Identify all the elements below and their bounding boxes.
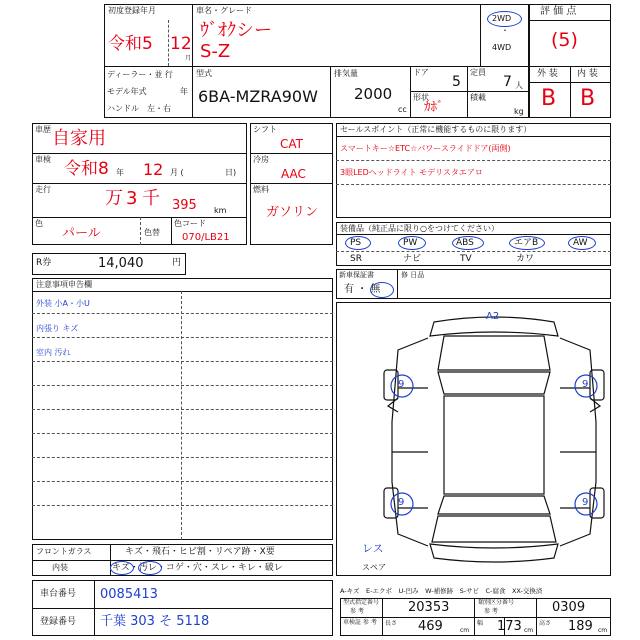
displacement: 2000 (354, 85, 393, 103)
plate-label: 登録番号 (40, 617, 77, 627)
glass-text: キズ・飛石・ヒビ割・リペア跡・X要 (125, 547, 275, 557)
note-line-1: 外装 小A・小U (36, 299, 90, 308)
displacement-label: 排気量 (334, 69, 358, 78)
color-code-label: 色コード (174, 219, 206, 228)
inspection-label: 車検 (35, 155, 51, 164)
dealer-label: ディーラー・並 行 (107, 70, 173, 79)
chassis-value: 0085413 (100, 587, 158, 602)
spec-v2: 0309 (552, 600, 586, 615)
color-label: 色 (35, 219, 43, 228)
equip-tv: TV (460, 254, 472, 264)
model-year-unit: 年 (180, 87, 188, 96)
mileage-rest: 395 (172, 198, 197, 213)
grade: S-Z (200, 41, 231, 62)
spec-v3-unit: cm (460, 627, 470, 634)
equip-airbag: エアB (514, 238, 539, 248)
type-value: 6BA-MZRA90W (198, 87, 318, 106)
recycle-label: R券 (36, 258, 52, 268)
shape: ｶﾎﾞ (424, 100, 444, 115)
int-label: 内 装 (577, 69, 598, 79)
inspection-month: 12 (143, 160, 164, 179)
drive-2wd: 2WD (492, 14, 512, 23)
tire-mark-fl: 9 (398, 379, 405, 390)
sales-label: セールスポイント（正常に機能するものに限ります） (340, 125, 532, 134)
handle-label: ハンドル 左・右 (107, 104, 171, 113)
fuel-label: 燃料 (253, 185, 269, 194)
chassis-label: 車台番号 (40, 589, 77, 599)
tire-mark-rl: 9 (398, 497, 405, 508)
spec-v1: 20353 (408, 600, 450, 615)
tire-mark-fr: 9 (582, 379, 589, 390)
spec-l2: 類別区分番号 (478, 599, 515, 606)
equipment-label: 装備品（純正品に限り○をつけてください） (340, 224, 499, 233)
color-code: 070/LB21 (182, 232, 230, 243)
reg-era: 令和5 (108, 34, 153, 54)
first-reg-label: 初度登録年月 (108, 6, 156, 15)
interior-text: キズ・汚レ・コゲ・穴・スレ・キレ・破レ (112, 563, 283, 573)
inspection-era: 令和8 (64, 159, 109, 179)
spec-l4: 幅 (477, 620, 484, 627)
shape-label: 形状 (413, 93, 429, 102)
damage-front: A2 (486, 311, 500, 322)
door-label: ドア (413, 68, 429, 77)
color-swap-label: 色替 (144, 228, 160, 237)
inspection-day-unit: 日) (225, 168, 237, 177)
spare-label: スペア (362, 563, 386, 572)
int-grade: B (580, 86, 596, 111)
doors: 5 (452, 74, 461, 90)
recycle-unit: 円 (172, 258, 182, 268)
spec-l1: 型式指定番号 (343, 599, 380, 606)
type-label: 型式 (196, 69, 212, 78)
mileage-thousand: 3 (126, 188, 138, 209)
car-name-label: 車名・グレード (196, 6, 252, 15)
mileage-label: 走行 (35, 185, 51, 194)
aircon-label: 冷房 (253, 155, 269, 164)
color-value: パール (62, 226, 101, 241)
usage-label: 車歴 (35, 125, 51, 134)
ext-grade: B (541, 86, 557, 111)
equip-ps: PS (350, 238, 362, 248)
capacity-unit: 人 (515, 81, 523, 90)
damage-legend: A-キズ E-エクボ U-凹み W-補修跡 S-サビ C-腐食 XX-交換済 (340, 587, 543, 595)
spec-l2b: 参 考 (484, 608, 498, 615)
inspection-year-unit: 年 (116, 168, 124, 177)
equip-pw: PW (403, 238, 418, 248)
capacity: 7 (503, 74, 512, 90)
equip-leather: カワ (516, 254, 535, 264)
spec-l1b: 参 考 (350, 608, 364, 615)
cc-unit: cc (398, 105, 407, 114)
model-year-label: モデル年式 (107, 87, 147, 96)
reg-month: 12 (170, 34, 192, 54)
mileage-man: 万 (105, 188, 123, 209)
sales-line1: スマートキー☆ETC☆パワースライドドア(両側) (340, 144, 511, 153)
sales-line2: 3眼LEDヘッドライト モデリスタエアロ (340, 168, 483, 177)
drive-4wd: 4WD (492, 43, 512, 52)
fuel-value: ガソリン (266, 205, 319, 220)
spec-v3: 469 (418, 619, 443, 634)
vehicle-diagram (336, 302, 611, 576)
load-label: 積載 (470, 93, 486, 102)
note-line-3: 室内 汚れ (36, 348, 71, 357)
mileage-unit: km (214, 206, 227, 215)
score-label: 評 価 点 (540, 6, 577, 17)
glass-label: フロントガラス (36, 547, 92, 556)
warranty-value: 有 ・ 無 (344, 284, 381, 295)
spec-l5: 高さ (539, 620, 552, 627)
spec-v5: 189 (568, 619, 593, 634)
spec-l3: 車検証 参 考 (343, 619, 377, 626)
reg-month-unit: 月 (185, 55, 192, 62)
spec-v4: 173 (497, 619, 522, 634)
kg-unit: kg (514, 107, 524, 116)
inspection-month-unit: 月 ( (170, 168, 184, 177)
equip-aw: AW (573, 238, 588, 248)
note-line-2: 内張り キズ (36, 324, 79, 333)
aircon-value: AAC (281, 167, 306, 181)
score-value: (5) (551, 29, 578, 51)
shift-label: シフト (253, 125, 277, 134)
spec-v3-label: 長さ (385, 620, 398, 627)
shift-value: CAT (280, 137, 303, 151)
tire-mark-rr: 9 (582, 497, 589, 508)
ext-label: 外 装 (537, 69, 558, 79)
spec-v4-unit: cm (524, 627, 534, 634)
recycle-value: 14,040 (98, 256, 144, 271)
mileage-sen: 千 (142, 188, 160, 209)
drive-dot: ・ (501, 26, 509, 35)
capacity-label: 定員 (470, 68, 486, 77)
equip-abs: ABS (456, 238, 474, 248)
spec-v5-unit: cm (598, 627, 608, 634)
equip-sr: SR (350, 254, 362, 264)
car-name: ｳﾞｵｸシー (200, 20, 272, 41)
plate-value: 千葉 303 そ 5118 (100, 614, 210, 629)
warranty-label: 新車保証書 (339, 271, 374, 279)
recall-label: 修 日品 (401, 271, 425, 279)
spare-status: レス (362, 542, 384, 555)
equip-navi: ナビ (403, 254, 422, 264)
interior-label: 内装 (52, 563, 68, 572)
notes-label: 注意事項申告欄 (36, 280, 92, 289)
usage-value: 自家用 (52, 128, 106, 149)
